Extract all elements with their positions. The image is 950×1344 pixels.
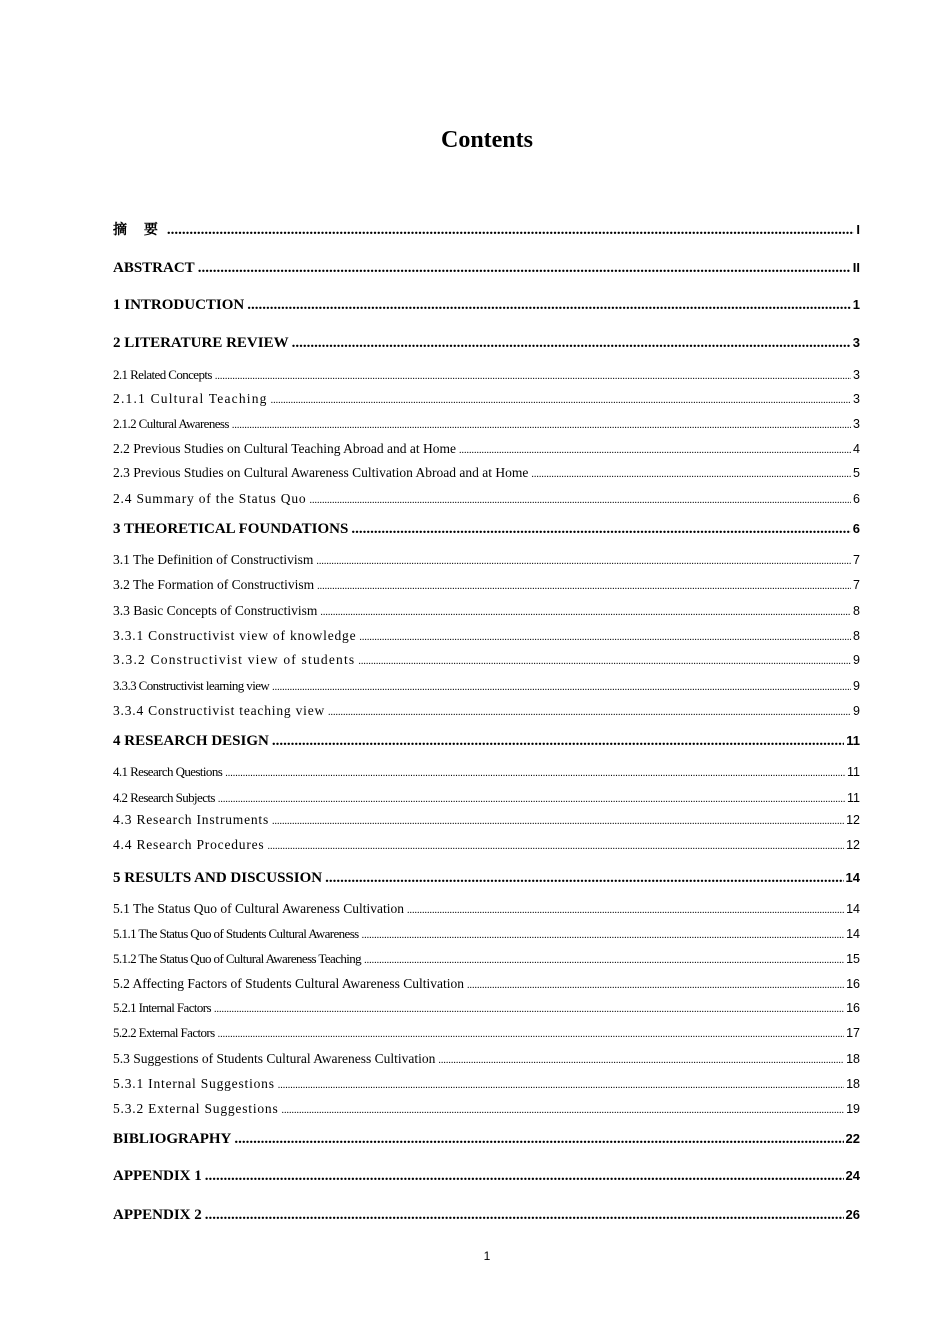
toc-entry-page: 6	[853, 492, 860, 506]
toc-entry-page: 3	[853, 417, 860, 431]
toc-entry-label: 5.3 Suggestions of Students Cultural Awareness Cultivation	[113, 1051, 436, 1066]
toc-entry-page: 5	[853, 466, 860, 480]
toc-dot-leader	[205, 1204, 844, 1226]
toc-entry-5-1-1[interactable]	[113, 923, 860, 945]
toc-entry-page: 17	[846, 1026, 860, 1040]
toc-dot-leader	[467, 975, 844, 995]
toc-entry-5-1-2[interactable]	[113, 948, 860, 970]
toc-entry-appendix-1[interactable]	[113, 1165, 860, 1187]
toc-dot-leader	[325, 867, 843, 889]
toc-entry-5-2[interactable]	[113, 973, 860, 995]
toc-entry-2-3[interactable]	[113, 462, 860, 484]
toc-dot-leader	[215, 366, 851, 386]
toc-entry-theoretical-foundations[interactable]	[113, 518, 860, 540]
toc-dot-leader	[272, 730, 844, 752]
toc-dot-leader	[320, 602, 851, 622]
toc-entry-label: APPENDIX 1	[113, 1168, 202, 1184]
toc-entry-page: 8	[853, 629, 860, 643]
toc-entry-label: APPENDIX 2	[113, 1207, 202, 1223]
toc-entry-label: BIBLIOGRAPHY	[113, 1131, 232, 1147]
toc-dot-leader	[438, 1050, 844, 1070]
toc-entry-label: 5.2.1 Internal Factors	[113, 1000, 211, 1015]
toc-dot-leader	[364, 950, 844, 970]
toc-entry-label: ABSTRACT	[113, 260, 195, 276]
toc-entry-label: 3 THEORETICAL FOUNDATIONS	[113, 521, 349, 537]
toc-entry-label: 3.3.4 Constructivist teaching view	[113, 703, 326, 718]
toc-entry-3-3[interactable]	[113, 600, 860, 622]
toc-entry-3-1[interactable]	[113, 549, 860, 571]
toc-dot-leader	[278, 1075, 844, 1095]
toc-entry-page: 24	[845, 1168, 860, 1183]
toc-entry-5-1[interactable]	[113, 898, 860, 920]
toc-entry-label: 4.1 Research Questions	[113, 764, 223, 779]
toc-entry-research-design[interactable]	[113, 730, 860, 752]
page-number: 1	[483, 1249, 491, 1263]
toc-dot-leader	[317, 576, 851, 596]
toc-entry-5-2-2[interactable]	[113, 1022, 860, 1044]
toc-entry-4-4[interactable]	[113, 834, 860, 856]
toc-entry-label: 5.3.1 Internal Suggestions	[113, 1076, 275, 1091]
toc-entry-label: 2.1.2 Cultural Awareness	[113, 416, 229, 431]
toc-entry-page: 3	[853, 392, 860, 406]
toc-entry-label: 5.1.1 The Status Quo of Students Cultural Awareness	[113, 926, 359, 941]
toc-dot-leader	[531, 464, 851, 484]
toc-entry-4-2[interactable]	[113, 787, 860, 809]
toc-entry-label: 5 RESULTS AND DISCUSSION	[113, 870, 323, 886]
toc-entry-results-and-discussion[interactable]	[113, 867, 860, 889]
toc-entry-page: 16	[846, 977, 860, 991]
toc-entry-label: 5.2.2 External Factors	[113, 1025, 215, 1040]
toc-entry-page: 4	[853, 442, 860, 456]
toc-dot-leader	[167, 219, 855, 241]
toc-dot-leader	[214, 999, 844, 1019]
toc-entry-page: 11	[847, 791, 860, 805]
toc-entry-page: 12	[846, 838, 860, 852]
toc-entry-4-1[interactable]	[113, 761, 860, 783]
toc-entry-5-3-2[interactable]	[113, 1098, 860, 1120]
toc-entry-2-2[interactable]	[113, 438, 860, 460]
toc-entry-label: 5.3.2 External Suggestions	[113, 1101, 279, 1116]
toc-dot-leader	[309, 490, 851, 510]
toc-entry-2-1-2[interactable]	[113, 413, 860, 435]
toc-entry-5-3[interactable]	[113, 1048, 860, 1070]
toc-dot-leader	[267, 836, 844, 856]
page-title: Contents	[440, 127, 533, 153]
toc-dot-leader	[234, 1128, 843, 1150]
toc-dot-leader	[272, 677, 851, 697]
toc-entry-label: 3.3.3 Constructivist learning view	[113, 678, 270, 693]
toc-entry-label: 3.1 The Definition of Constructivism	[113, 552, 314, 567]
toc-dot-leader	[225, 763, 845, 783]
toc-entry-page: 26	[845, 1207, 860, 1222]
toc-entry-page: 9	[853, 704, 860, 718]
toc-entry-label: 3.3 Basic Concepts of Constructivism	[113, 603, 318, 618]
toc-dot-leader	[316, 551, 851, 571]
toc-entry-5-3-1[interactable]	[113, 1073, 860, 1095]
toc-dot-leader	[359, 627, 851, 647]
toc-dot-leader	[282, 1100, 845, 1120]
toc-entry-label: 5.2 Affecting Factors of Students Cultural Awareness Cultivation	[113, 976, 464, 991]
toc-entry-page: I	[856, 222, 860, 237]
toc-entry-abstract[interactable]	[113, 257, 860, 279]
toc-entry-page: 11	[846, 733, 860, 748]
toc-entry-label: 4.2 Research Subjects	[113, 790, 215, 805]
toc-entry-literature-review[interactable]	[113, 332, 860, 354]
toc-entry-page: 1	[852, 297, 860, 312]
toc-entry-introduction[interactable]	[113, 294, 860, 316]
toc-entry-label: 2 LITERATURE REVIEW	[113, 335, 289, 351]
toc-dot-leader	[362, 925, 844, 945]
toc-entry-3-3-2[interactable]	[113, 649, 860, 671]
toc-dot-leader	[218, 1024, 844, 1044]
toc-entry-4-3[interactable]	[113, 809, 860, 831]
toc-dot-leader	[351, 518, 850, 540]
toc-entry-page: 15	[846, 952, 860, 966]
toc-entry-page: 8	[853, 604, 860, 618]
toc-entry-page: 16	[846, 1001, 860, 1015]
toc-entry-3-2[interactable]	[113, 574, 860, 596]
toc-entry-page: 22	[845, 1131, 860, 1146]
toc-dot-leader	[232, 415, 851, 435]
toc-entry-label: 5.1.2 The Status Quo of Cultural Awareness Teaching	[113, 951, 362, 966]
toc-entry-label: 2.1.1 Cultural Teaching	[113, 391, 268, 406]
toc-entry-page: 9	[853, 653, 860, 667]
toc-entry-page: 3	[852, 335, 860, 350]
toc-dot-leader	[328, 702, 851, 722]
toc-entry-label: 2.3 Previous Studies on Cultural Awareness Cultivation Abroad and at Home	[113, 465, 529, 480]
toc-entry-page: II	[852, 260, 860, 275]
toc-entry-page: 7	[853, 578, 860, 592]
toc-entry-page: 6	[852, 521, 860, 536]
toc-dot-leader	[407, 900, 844, 920]
toc-entry-bibliography[interactable]	[113, 1128, 860, 1150]
toc-dot-leader	[292, 332, 851, 354]
toc-entry-page: 7	[853, 553, 860, 567]
toc-entry-3-3-1[interactable]	[113, 625, 860, 647]
toc-entry-page: 12	[846, 813, 860, 827]
toc-entry-label: 摘 要	[113, 222, 164, 238]
toc-entry-abstract-chinese[interactable]	[113, 219, 860, 241]
toc-entry-page: 14	[846, 927, 860, 941]
toc-entry-5-2-1[interactable]	[113, 997, 860, 1019]
toc-entry-page: 18	[846, 1077, 860, 1091]
toc-dot-leader	[218, 789, 845, 809]
toc-entry-appendix-2[interactable]	[113, 1204, 860, 1226]
toc-entry-page: 19	[846, 1102, 860, 1116]
toc-dot-leader	[205, 1165, 844, 1187]
toc-entry-label: 3.2 The Formation of Constructivism	[113, 577, 315, 592]
toc-entry-2-1[interactable]	[113, 364, 860, 386]
toc-entry-page: 14	[846, 902, 860, 916]
toc-entry-2-1-1[interactable]	[113, 388, 860, 410]
toc-entry-label: 4.3 Research Instruments	[113, 812, 270, 827]
toc-entry-page: 18	[846, 1052, 860, 1066]
toc-entry-3-3-3[interactable]	[113, 675, 860, 697]
toc-entry-label: 3.3.1 Constructivist view of knowledge	[113, 628, 357, 643]
toc-entry-3-3-4[interactable]	[113, 700, 860, 722]
toc-entry-page: 9	[853, 679, 860, 693]
toc-entry-page: 14	[845, 870, 860, 885]
toc-entry-label: 3.3.2 Constructivist view of students	[113, 652, 356, 667]
toc-entry-page: 11	[847, 765, 860, 779]
toc-dot-leader	[247, 294, 851, 316]
toc-entry-label: 2.2 Previous Studies on Cultural Teaching Abroad and at Home	[113, 441, 457, 456]
toc-dot-leader	[459, 440, 851, 460]
toc-dot-leader	[358, 651, 851, 671]
toc-entry-2-4[interactable]	[113, 488, 860, 510]
toc-entry-label: 2.4 Summary of the Status Quo	[113, 491, 307, 506]
toc-dot-leader	[271, 390, 851, 410]
toc-dot-leader	[198, 257, 851, 279]
toc-entry-label: 1 INTRODUCTION	[113, 297, 245, 313]
toc-entry-label: 2.1 Related Concepts	[113, 367, 212, 382]
toc-dot-leader	[272, 811, 844, 831]
toc-entry-page: 3	[853, 368, 860, 382]
toc-entry-label: 5.1 The Status Quo of Cultural Awareness Cultivation	[113, 901, 404, 916]
toc-entry-label: 4 RESEARCH DESIGN	[113, 733, 269, 749]
toc-entry-label: 4.4 Research Procedures	[113, 837, 265, 852]
